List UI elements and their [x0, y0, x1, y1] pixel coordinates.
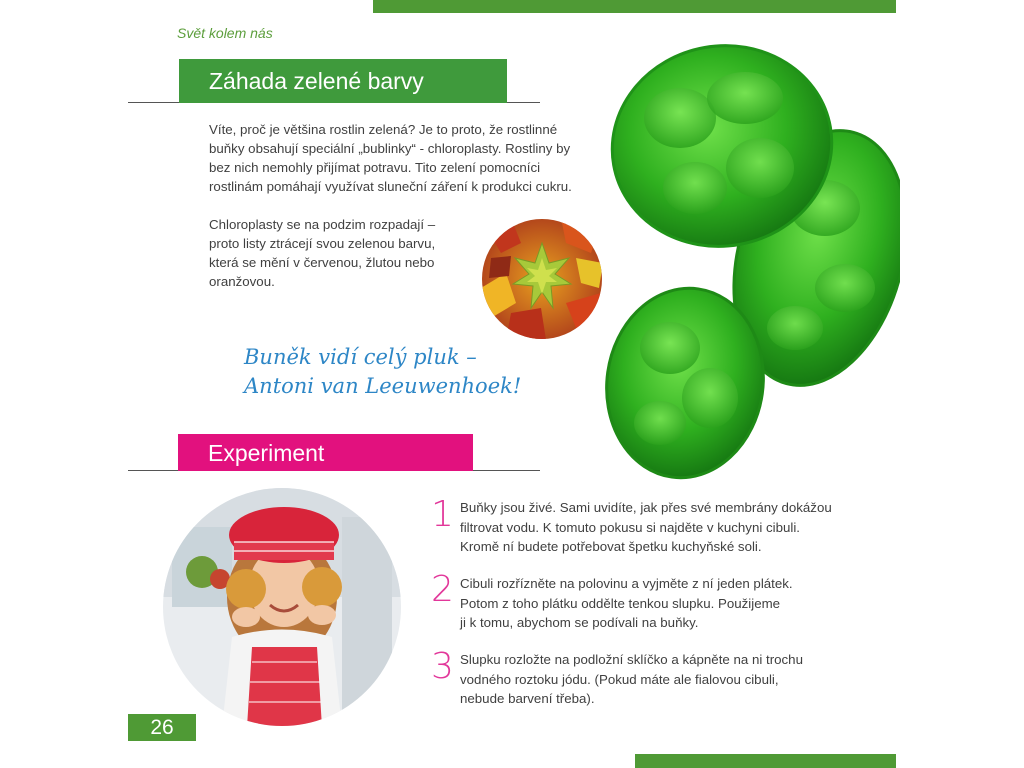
text-line: Slupku rozložte na podložní sklíčko a kápněte na ni trochu: [460, 652, 803, 667]
girl-with-onions-photo: [162, 487, 402, 727]
step-number: 1: [431, 494, 454, 535]
step-1-text: [460, 498, 840, 557]
intro-paragraph: [209, 120, 589, 196]
page-number: 26: [128, 714, 196, 741]
chloroplast-cells-image: [600, 28, 900, 488]
quote-line: Buněk vidí celý pluk –: [244, 345, 477, 369]
text-line: oranžovou.: [209, 274, 275, 289]
step-number: 2: [431, 569, 454, 610]
text-line: bez nich nemohly přijímat potravu. Tito zelení pomocníci: [209, 160, 541, 175]
leeuwenhoek-quote: [244, 343, 521, 401]
text-line: Cibuli rozřízněte na polovinu a vyjměte z ní jeden plátek.: [460, 576, 793, 591]
quote-line: Antoni van Leeuwenhoek!: [244, 374, 522, 398]
text-line: která se mění v červenou, žlutou nebo: [209, 255, 435, 270]
text-line: Buňky jsou živé. Sami uvidíte, jak přes své membrány dokážou: [460, 500, 832, 515]
text-line: rostlinám pomáhají využívat sluneční záření k produkci cukru.: [209, 179, 572, 194]
text-line: Chloroplasty se na podzim rozpadají –: [209, 217, 436, 232]
text-line: nebude barvení třeba).: [460, 691, 595, 706]
bottom-accent-bar: [635, 754, 896, 768]
text-line: Kromě ní budete potřebovat špetku kuchyňské soli.: [460, 539, 762, 554]
text-line: proto listy ztrácejí svou zelenou barvu,: [209, 236, 436, 251]
section-heading-green-colors: Záhada zelené barvy: [179, 59, 507, 103]
series-title: Svět kolem nás: [177, 25, 273, 41]
text-line: filtrovat vodu. K tomuto pokusu si najděte v kuchyni cibuli.: [460, 519, 800, 535]
text-line: Potom z toho plátku oddělte tenkou slupku. Použijeme: [460, 595, 781, 611]
text-line: Víte, proč je většina rostlin zelená? Je to proto, že rostlinné: [209, 122, 558, 137]
text-line: vodného roztoku jódu. (Pokud máte ale fialovou cibuli,: [460, 671, 779, 687]
text-line: buňky obsahují speciální „bublinky“ - chloroplasty. Rostliny by: [209, 141, 571, 156]
text-line: ji k tomu, abychom se podívali na buňky.: [460, 615, 699, 630]
step-number: 3: [431, 646, 454, 687]
autumn-paragraph: [209, 215, 469, 291]
step-2-text: [460, 574, 840, 633]
section-heading-experiment: Experiment: [178, 434, 473, 471]
autumn-leaves-image: [481, 218, 603, 340]
top-accent-bar: [373, 0, 896, 13]
step-3-text: [460, 650, 840, 709]
